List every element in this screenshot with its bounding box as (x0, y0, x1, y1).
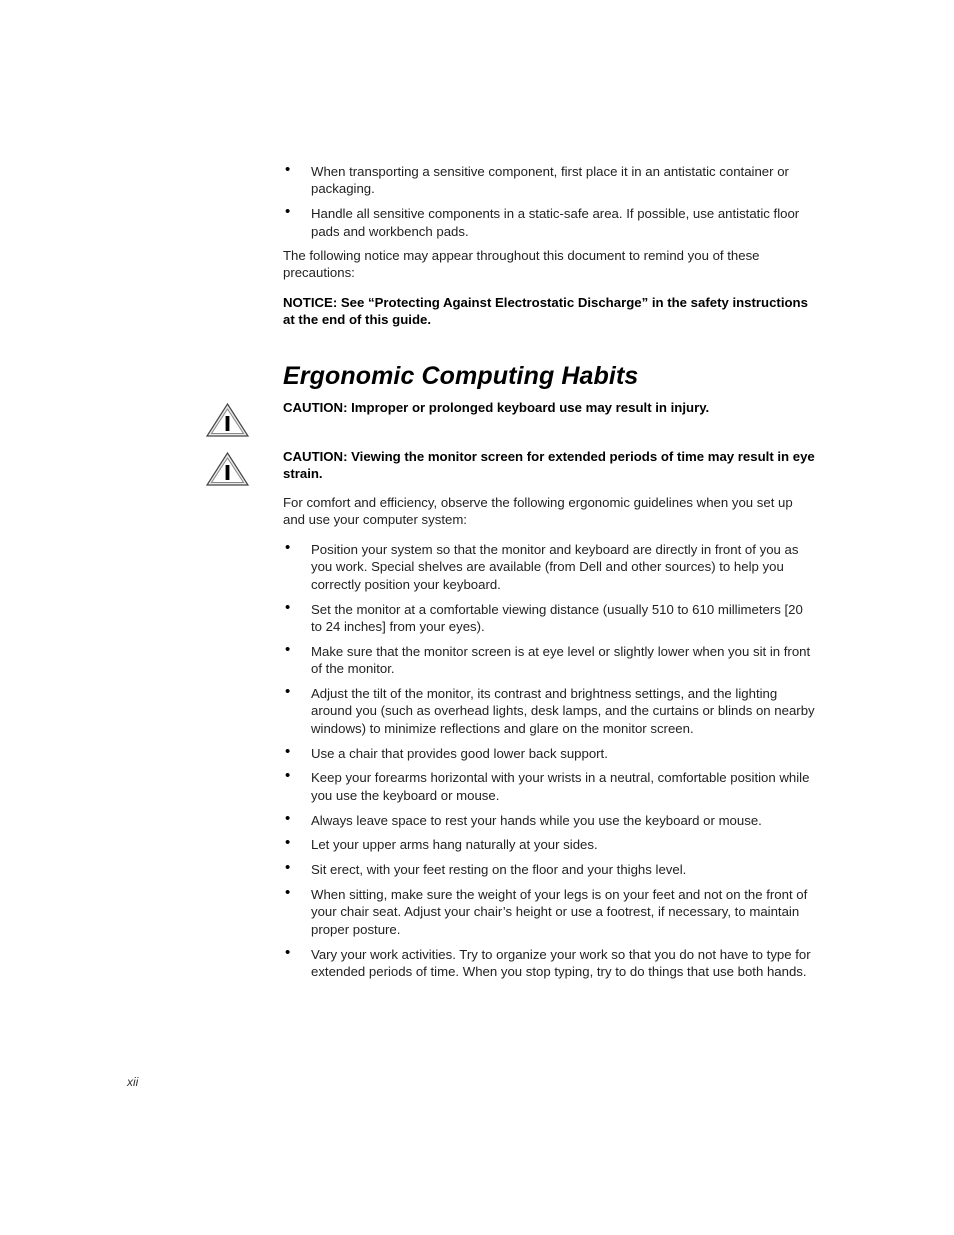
bullet-icon: • (285, 203, 291, 221)
bullet-icon: • (285, 884, 291, 902)
list-item: • Adjust the tilt of the monitor, its contrast and brightness settings, and the lighting around you (such as overhead lights, desk lamps, and the curtains or blinds on nearby windows) to minimize reflections and glare on the monitor screen. (285, 683, 815, 736)
list-item: • Handle all sensitive components in a static-safe area. If possible, use antistatic floor pads and workbench pads. (285, 203, 800, 239)
bullet-icon: • (285, 943, 291, 961)
list-item: • Let your upper arms hang naturally at your sides. (285, 834, 598, 853)
list-item: • Set the monitor at a comfortable viewing distance (usually 510 to 610 millimeters [20 to 24 inches] from your eyes). (285, 598, 803, 635)
bullet-icon: • (285, 809, 291, 827)
bullet-icon: • (285, 859, 291, 877)
list-item: • Use a chair that provides good lower back support. (285, 742, 608, 761)
top-bullet-list (283, 163, 815, 247)
list-item: • Vary your work activities. Try to organize your work so that you do not have to type for extended periods of time. When you stop typing, try to do things that use both hands. (285, 943, 811, 980)
list-item: • Keep your forearms horizontal with your wrists in a neutral, comfortable position while you use the keyboard or mouse. (285, 767, 810, 803)
bullet-icon: • (285, 640, 291, 658)
bullet-icon: • (285, 767, 291, 785)
bullet-icon: • (285, 598, 291, 616)
guideline-list (283, 541, 815, 988)
bullet-icon: • (285, 834, 291, 852)
list-item: • Sit erect, with your feet resting on the floor and your thighs level. (285, 859, 687, 878)
following-notice-text: The following notice may appear throughout this document to remind you of these precautions: (283, 248, 760, 281)
list-item: • Make sure that the monitor screen is at eye level or slightly lower when you sit in front of the monitor. (285, 640, 811, 677)
bullet-icon: • (285, 539, 291, 556)
bullet-icon: • (285, 161, 291, 178)
caution-triangle-icon (205, 451, 250, 487)
list-item: • Always leave space to rest your hands while you use the keyboard or mouse. (285, 809, 762, 828)
bullet-icon: • (285, 683, 291, 701)
caution-keyboard-text: CAUTION: Improper or prolonged keyboard use may result in injury. (283, 400, 710, 415)
notice-text: NOTICE: See “Protecting Against Electrostatic Discharge” in the safety instructions at the end of this guide. (283, 295, 808, 328)
caution-triangle-icon (205, 402, 250, 438)
list-item: • When sitting, make sure the weight of your legs is on your feet and not on the front of your chair seat. Adjust your chair’s height or use a footrest, if necessary, to maintain proper posture. (285, 884, 808, 937)
caution-monitor-text: CAUTION: Viewing the monitor screen for extended periods of time may result in eye strain. (283, 449, 815, 482)
page-number: xii (127, 1075, 139, 1089)
list-item: • Position your system so that the monitor and keyboard are directly in front of you as you work. Special shelves are available (from Dell and other sources) to help you correctly position your keyboard. (285, 539, 799, 592)
section-title: Ergonomic Computing Habits (283, 362, 639, 390)
intro-text: For comfort and efficiency, observe the following ergonomic guidelines when you set up and use your computer system: (283, 495, 793, 528)
list-item: • When transporting a sensitive component, first place it in an antistatic container or packaging. (285, 161, 789, 197)
bullet-icon: • (285, 742, 291, 760)
